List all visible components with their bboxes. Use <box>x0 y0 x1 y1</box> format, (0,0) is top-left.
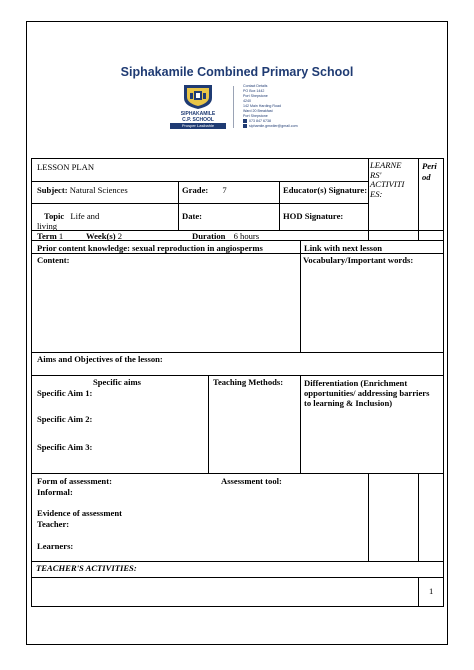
contact-line: 4240 <box>243 99 251 103</box>
evidence-label: Evidence of assessment <box>37 508 122 518</box>
weeks-field: Week(s) 2 <box>86 231 123 241</box>
page-border <box>26 21 448 645</box>
contact-details <box>243 84 298 129</box>
contact-line: 142 Main Harding Road <box>243 104 281 108</box>
school-name: Siphakamile Combined Primary School <box>120 65 354 79</box>
prior-knowledge: Prior content knowledge: sexual reproduction in angiosperms <box>37 243 263 253</box>
crest-caption: SIPHAKAMILE C.P. SCHOOL <box>180 111 216 123</box>
period-header: Peri od <box>422 161 437 182</box>
topic-field: Topic Life and <box>44 211 100 221</box>
term-field: Term 1 <box>37 231 64 241</box>
lesson-plan-title: LESSON PLAN <box>37 162 95 172</box>
contact-line: Ward 20 Breakfast <box>243 109 273 113</box>
content-label: Content: <box>37 255 70 265</box>
link-next-lesson: Link with next lesson <box>304 243 383 253</box>
form-of-assessment: Form of assessment: <box>37 476 112 486</box>
learners-label: Learners: <box>37 541 74 551</box>
assessment-tool: Assessment tool: <box>221 476 282 486</box>
contact-line: Port Shepstone <box>243 114 268 118</box>
contact-title: Contact Details <box>243 84 268 88</box>
contact-phone: 073 847 6738 <box>243 119 298 124</box>
date-label: Date: <box>182 211 203 221</box>
learners-activities-header: LEARNE RS' ACTIVITI ES: <box>370 160 405 199</box>
specific-aim-2: Specific Aim 2: <box>37 414 93 424</box>
contact-line: Port Shepstone <box>243 94 268 98</box>
grade-field: Grade: 7 <box>182 185 227 195</box>
subject-field: Subject: Natural Sciences <box>37 185 128 195</box>
duration-field: Duration 6 hours <box>192 231 260 241</box>
page-number: 1 <box>429 586 434 596</box>
email-icon <box>243 124 247 128</box>
specific-aims-header: Specific aims <box>93 377 141 387</box>
specific-aim-1: Specific Aim 1: <box>37 388 93 398</box>
teachers-activities-label: TEACHER'S ACTIVITIES: <box>36 563 137 573</box>
aims-label: Aims and Objectives of the lesson: <box>37 354 163 364</box>
teaching-methods-header: Teaching Methods: <box>213 377 284 387</box>
specific-aim-3: Specific Aim 3: <box>37 442 93 452</box>
hod-signature-label: HOD Signature: <box>283 211 344 221</box>
contact-email: siphamile.gmwiler@gmail.com <box>243 124 298 129</box>
phone-icon <box>243 119 247 123</box>
crest-motto: Prosper Lasibahle <box>170 123 226 129</box>
topic-value-cont: living <box>37 221 58 231</box>
informal-label: Informal: <box>37 487 73 497</box>
contact-line: PO Box 1442 <box>243 89 265 93</box>
differentiation-header: Differentiation (Enrichment opportunities/ addressing barriers to learning & Inclusion) <box>304 378 430 408</box>
teacher-label: Teacher: <box>37 519 70 529</box>
educator-signature-label: Educator(s) Signature: <box>283 185 368 195</box>
vocabulary-label: Vocabulary/Important words: <box>303 255 414 265</box>
letterhead-divider <box>233 86 234 128</box>
